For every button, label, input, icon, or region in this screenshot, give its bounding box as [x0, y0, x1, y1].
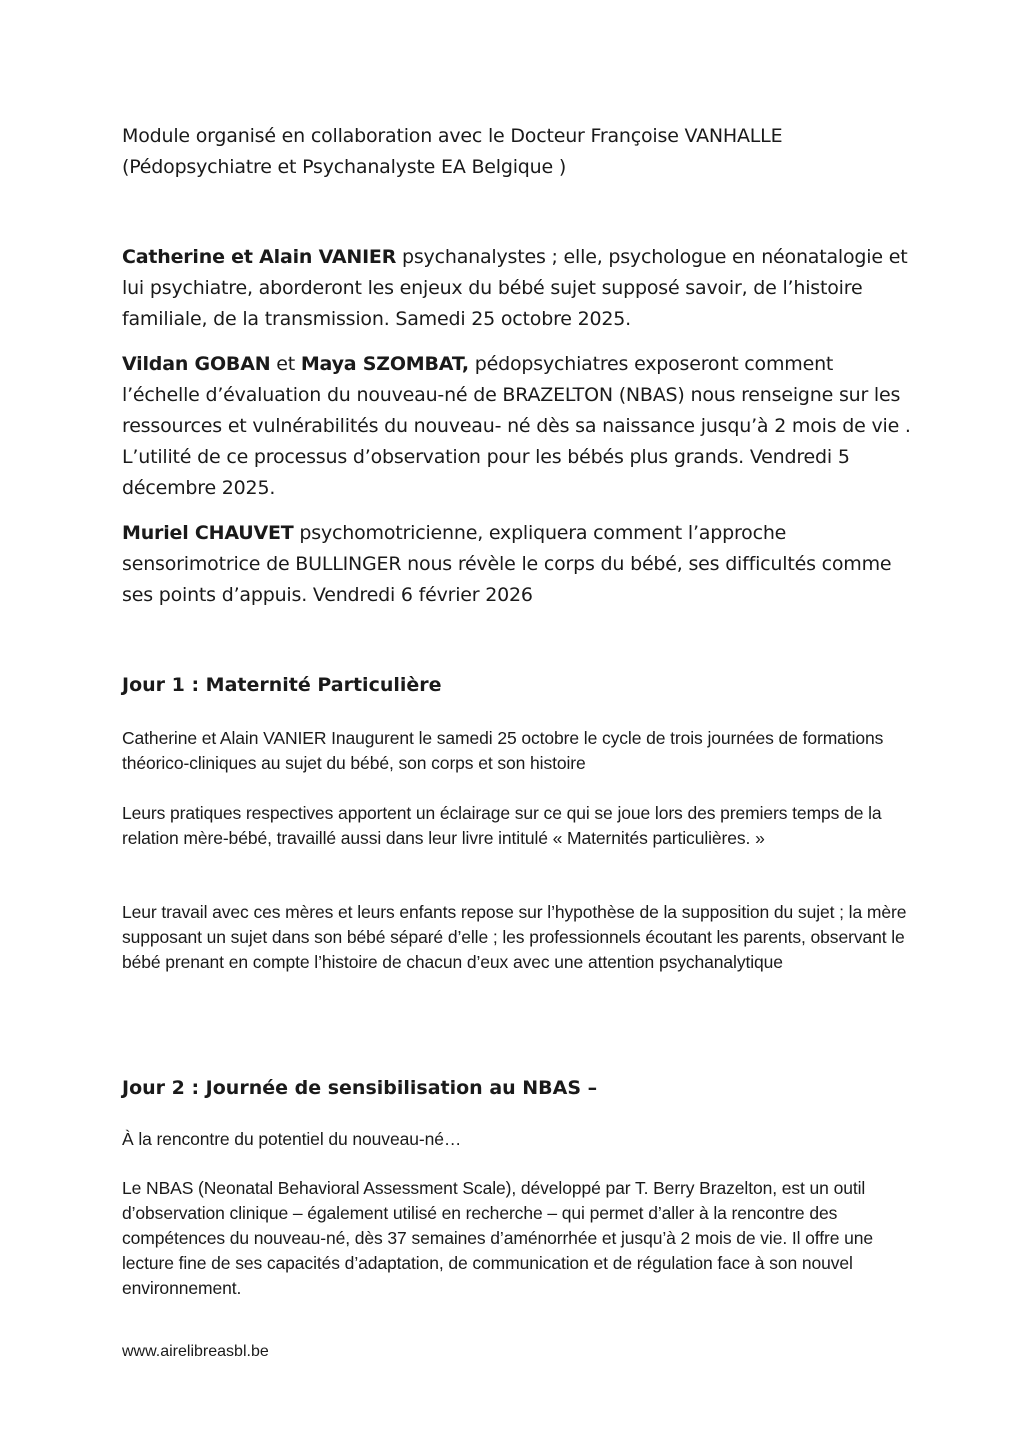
day1-paragraph-3: Leur travail avec ces mères et leurs enfants repose sur l’hypothèse de la supposition du sujet ; la mère supposant un sujet dans son bébé séparé d’elle ; les professionnels écoutant les parents, observant le bébé prenant en compte l’histoire de chacun d’eux avec une attention psychanalytique — [122, 902, 907, 972]
day2-paragraph-1: À la rencontre du potentiel du nouveau-né… — [122, 1129, 462, 1149]
speaker-vanier-paragraph — [122, 242, 912, 335]
speaker-goban-szombat-text: pédopsychiatres exposeront comment l’échelle d’évaluation du nouveau-né de BRAZELTON (NBAS) nous renseigne sur les ressources et vulnérabilités du nouveau- né dès sa naissance jusqu’à 2 mois de vie . L’utilité de ce processus d’observation pour les bébés plus grands. Vendredi 5 décembre 2025. — [122, 353, 911, 499]
footer-website: www.airelibreasbl.be — [122, 1343, 269, 1360]
speaker-goban-szombat-paragraph — [122, 349, 912, 504]
intro-line-1: Module organisé en collaboration avec le Docteur Françoise VANHALLE — [122, 125, 783, 147]
speaker-szombat-name: Maya SZOMBAT, — [300, 353, 469, 375]
intro-collaboration — [122, 121, 912, 183]
speaker-vanier-names: Catherine et Alain VANIER — [122, 246, 397, 268]
day1-paragraph-1: Catherine et Alain VANIER Inaugurent le samedi 25 octobre le cycle de trois journées de formations théorico-cliniques au sujet du bébé, son corps et son histoire — [122, 728, 884, 773]
speaker-chauvet-name: Muriel CHAUVET — [122, 522, 294, 544]
day2-heading: Jour 2 : Journée de sensibilisation au NBAS – — [122, 1077, 598, 1099]
speaker-chauvet-paragraph — [122, 518, 912, 611]
speaker-vanier-text: psychanalystes ; elle, psychologue en néonatalogie et lui psychiatre, aborderont les enjeux du bébé sujet supposé savoir, de l’histoire familiale, de la transmission. Samedi 25 octobre 2025. — [122, 246, 908, 330]
speaker-goban-name: Vildan GOBAN — [122, 353, 271, 375]
day1-heading: Jour 1 : Maternité Particulière — [122, 674, 442, 696]
day1-paragraph-2: Leurs pratiques respectives apportent un éclairage sur ce qui se joue lors des premiers temps de la relation mère-bébé, travaillé aussi dans leur livre intitulé « Maternités particulières. » — [122, 803, 882, 848]
intro-line-2: (Pédopsychiatre et Psychanalyste EA Belgique ) — [122, 156, 567, 178]
speaker-connector: et — [270, 353, 301, 375]
day2-paragraph-2: Le NBAS (Neonatal Behavioral Assessment Scale), développé par T. Berry Brazelton, est un outil d’observation clinique – également utilisé en recherche – qui permet d’aller à la rencontre des compétences du nouveau-né, dès 37 semaines d’aménorrhée et jusqu’à 2 mois de vie. Il offre une lecture fine de ses capacités d’adaptation, de communication et de régulation face à son nouvel environnement. — [122, 1178, 874, 1298]
speaker-chauvet-text: psychomotricienne, expliquera comment l’approche sensorimotrice de BULLINGER nous révèle le corps du bébé, ses difficultés comme ses points d’appuis. Vendredi 6 février 2026 — [122, 522, 892, 606]
